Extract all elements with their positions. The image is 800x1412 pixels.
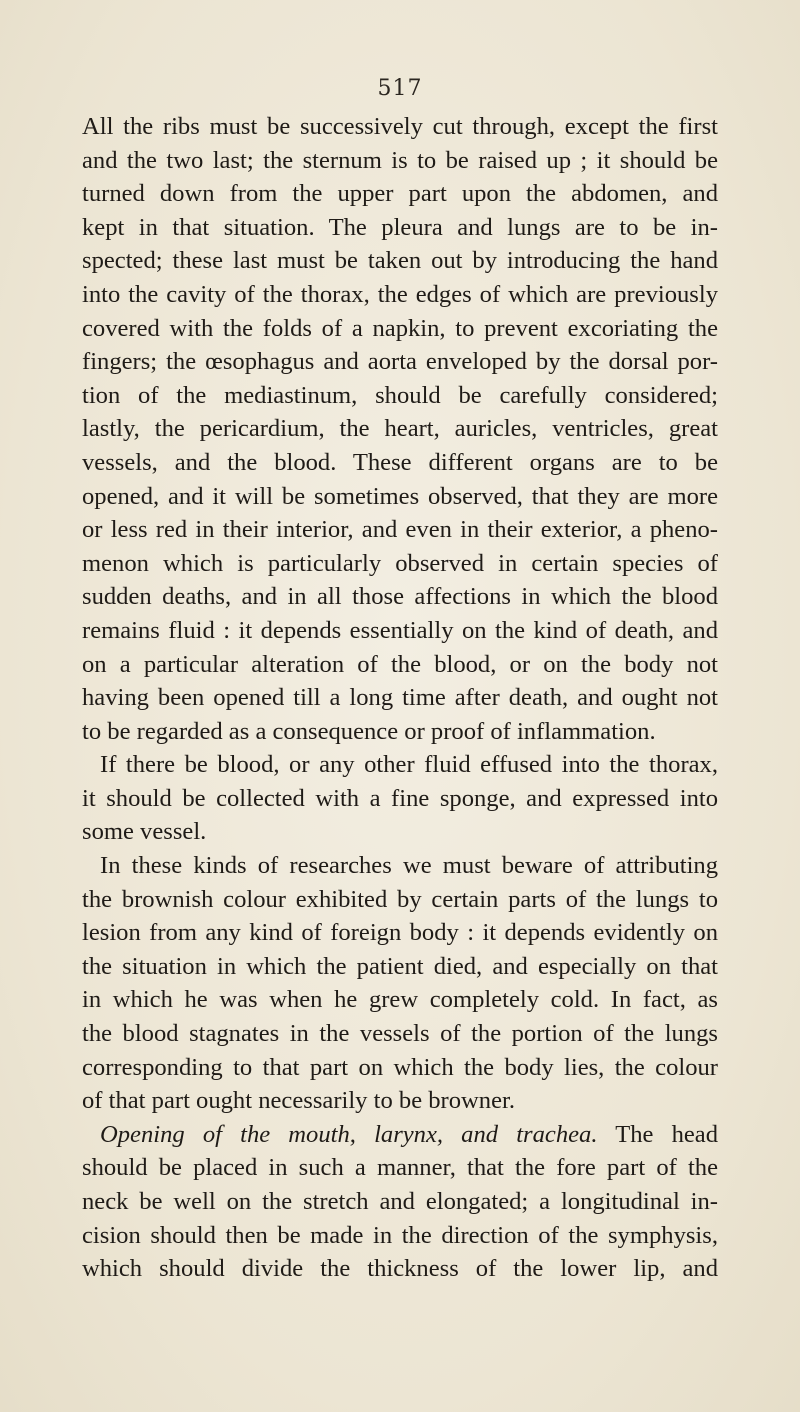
text-line: cision should then be made in the direction of the symphysis, <box>82 1221 718 1249</box>
text-line: and the two last; the sternum is to be raised up ; it should be <box>82 146 718 174</box>
text-line: menon which is particularly observed in certain species of <box>82 549 718 577</box>
text-line: tion of the mediastinum, should be carefully considered; <box>82 381 718 409</box>
paragraph-1 <box>82 110 718 748</box>
text-line: in which he was when he grew completely cold. In fact, as <box>82 986 718 1014</box>
text-line: spected; these last must be taken out by introducing the hand <box>82 247 718 275</box>
text-line: which should divide the thickness of the lower lip, and <box>82 1255 718 1283</box>
text-line: kept in that situation. The pleura and lungs are to be in- <box>82 213 718 241</box>
text-line: In these kinds of researches we must beware of attributing <box>100 852 718 880</box>
text-line: on a particular alteration of the blood, or on the body not <box>82 650 718 678</box>
section-heading: Opening of the mouth, larynx, and trachea. <box>100 1120 598 1148</box>
text-line: into the cavity of the thorax, the edges of which are previously <box>82 280 718 308</box>
text-line: lesion from any kind of foreign body : it depends evidently on <box>82 919 718 947</box>
text-line: All the ribs must be successively cut through, except the first <box>82 113 718 140</box>
text-line: the brownish colour exhibited by certain parts of the lungs to <box>82 885 718 913</box>
text-line: covered with the folds of a napkin, to prevent excoriating the <box>82 314 718 342</box>
text-line: If there be blood, or any other fluid effused into the thorax, <box>100 751 718 779</box>
text-line: should be placed in such a manner, that the fore part of the <box>82 1154 718 1182</box>
text-line: corresponding to that part on which the body lies, the colour <box>82 1053 718 1081</box>
body-text <box>82 110 718 1286</box>
text-line: it should be collected with a fine sponge, and expressed into <box>82 784 718 812</box>
paragraph-2 <box>82 748 718 849</box>
text-line: the blood stagnates in the vessels of the portion of the lungs <box>82 1020 718 1048</box>
text-line: fingers; the œsophagus and aorta enveloped by the dorsal por- <box>82 348 718 376</box>
page-number: 517 <box>377 76 423 101</box>
text-line: sudden deaths, and in all those affections in which the blood <box>82 583 718 611</box>
paragraph-3 <box>82 849 718 1118</box>
text-line: turned down from the upper part upon the abdomen, and <box>82 180 718 208</box>
text-line: of that part ought necessarily to be browner. <box>82 1087 515 1115</box>
paragraph-4 <box>82 1118 718 1286</box>
text-line <box>82 1118 718 1152</box>
text-line: lastly, the pericardium, the heart, auricles, ventricles, great <box>82 415 718 443</box>
heading-line-rest: The head <box>597 1120 718 1148</box>
text-line: neck be well on the stretch and elongated; a longitudinal in- <box>82 1188 718 1215</box>
text-line: the situation in which the patient died, and especially on that <box>82 952 718 980</box>
text-line: having been opened till a long time after death, and ought not <box>82 684 718 712</box>
text-line: some vessel. <box>82 818 207 846</box>
text-line: vessels, and the blood. These different organs are to be <box>82 448 718 476</box>
text-line: opened, and it will be sometimes observed, that they are more <box>82 482 718 510</box>
text-line: to be regarded as a consequence or proof of inflammation. <box>82 717 656 745</box>
text-line: or less red in their interior, and even in their exterior, a pheno- <box>82 516 718 544</box>
text-line: remains fluid : it depends essentially on the kind of death, and <box>82 616 718 644</box>
